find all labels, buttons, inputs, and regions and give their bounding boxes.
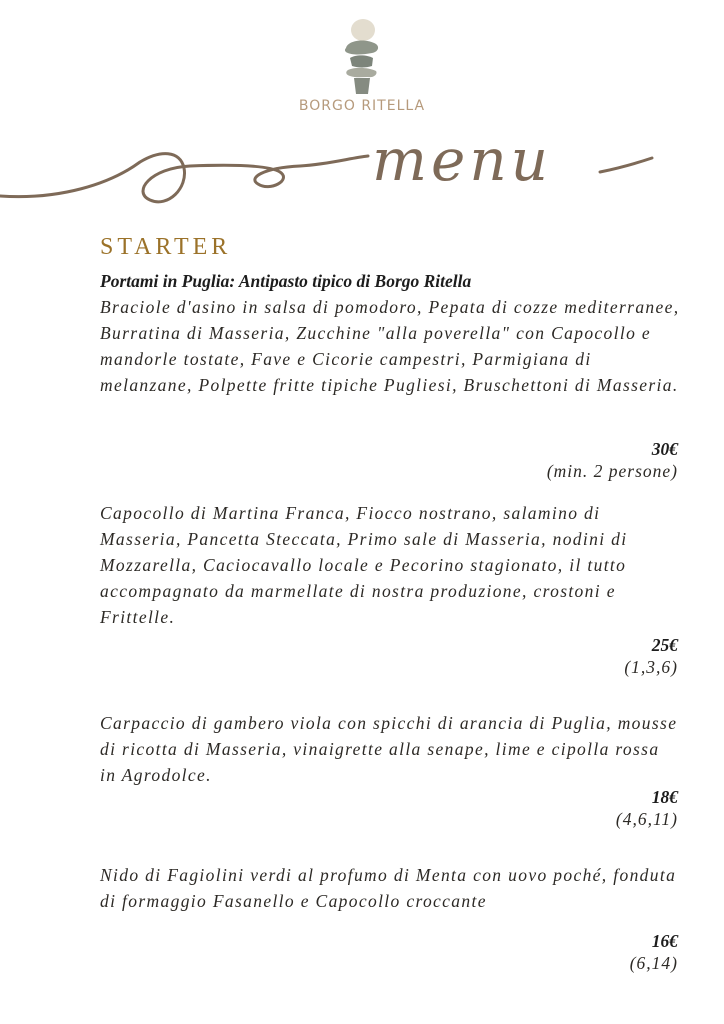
item-allergens: (4,6,11) xyxy=(615,809,678,829)
item-allergens: (6,14) xyxy=(629,953,678,973)
section-title: STARTER xyxy=(100,234,232,260)
item-price-block xyxy=(547,438,678,482)
menu-item xyxy=(100,268,680,398)
item-title: Portami in Puglia: Antipasto tipico di Borgo Ritella xyxy=(100,271,472,291)
item-price: 16€ xyxy=(651,931,678,951)
item-price: 25€ xyxy=(651,635,678,655)
header-logo xyxy=(0,0,724,130)
item-description: Nido di Fagiolini verdi al profumo di Menta con uovo poché, fonduta di formaggio Fasanello e Capocollo croccante xyxy=(100,865,677,911)
item-note: (min. 2 persone) xyxy=(546,461,678,481)
swirl-tail xyxy=(600,158,652,172)
item-price: 30€ xyxy=(651,439,678,459)
menu-item xyxy=(100,710,680,788)
item-price-block xyxy=(624,634,678,678)
menu-swirl-heading xyxy=(0,128,724,223)
brand-name: BORGO RITELLA xyxy=(298,98,426,114)
item-description: Capocollo di Martina Franca, Fiocco nostrano, salamino di Masseria, Pancetta Steccata, Primo sale di Masseria, nodini di Mozzarella, Caciocavallo locale e Pecorino stagionato, il tutto accompagnato da marmellate di nostra produzione, crostoni e Frittelle. xyxy=(100,503,628,627)
stacked-stones-logo-icon xyxy=(336,16,388,96)
item-price: 18€ xyxy=(651,787,678,807)
item-description: Braciole d'asino in salsa di pomodoro, Pepata di cozze mediterranee, Burratina di Masseria, Zucchine "alla poverella" con Capocollo e mandorle tostate, Fave e Cicorie campestri, Parmigiana di melanzane, Polpette fritte tipiche Pugliesi, Bruschettoni di Masseria. xyxy=(100,297,680,395)
menu-item xyxy=(100,862,680,914)
item-allergens: (1,3,6) xyxy=(624,657,678,677)
item-price-block xyxy=(616,786,678,830)
swirl-line xyxy=(0,154,368,202)
menu-item xyxy=(100,500,680,630)
menu-word: menu xyxy=(372,128,553,194)
item-description: Carpaccio di gambero viola con spicchi di arancia di Puglia, mousse di ricotta di Masseria, vinaigrette alla senape, lime e cipolla rossa in Agrodolce. xyxy=(100,713,678,785)
item-price-block xyxy=(630,930,678,974)
